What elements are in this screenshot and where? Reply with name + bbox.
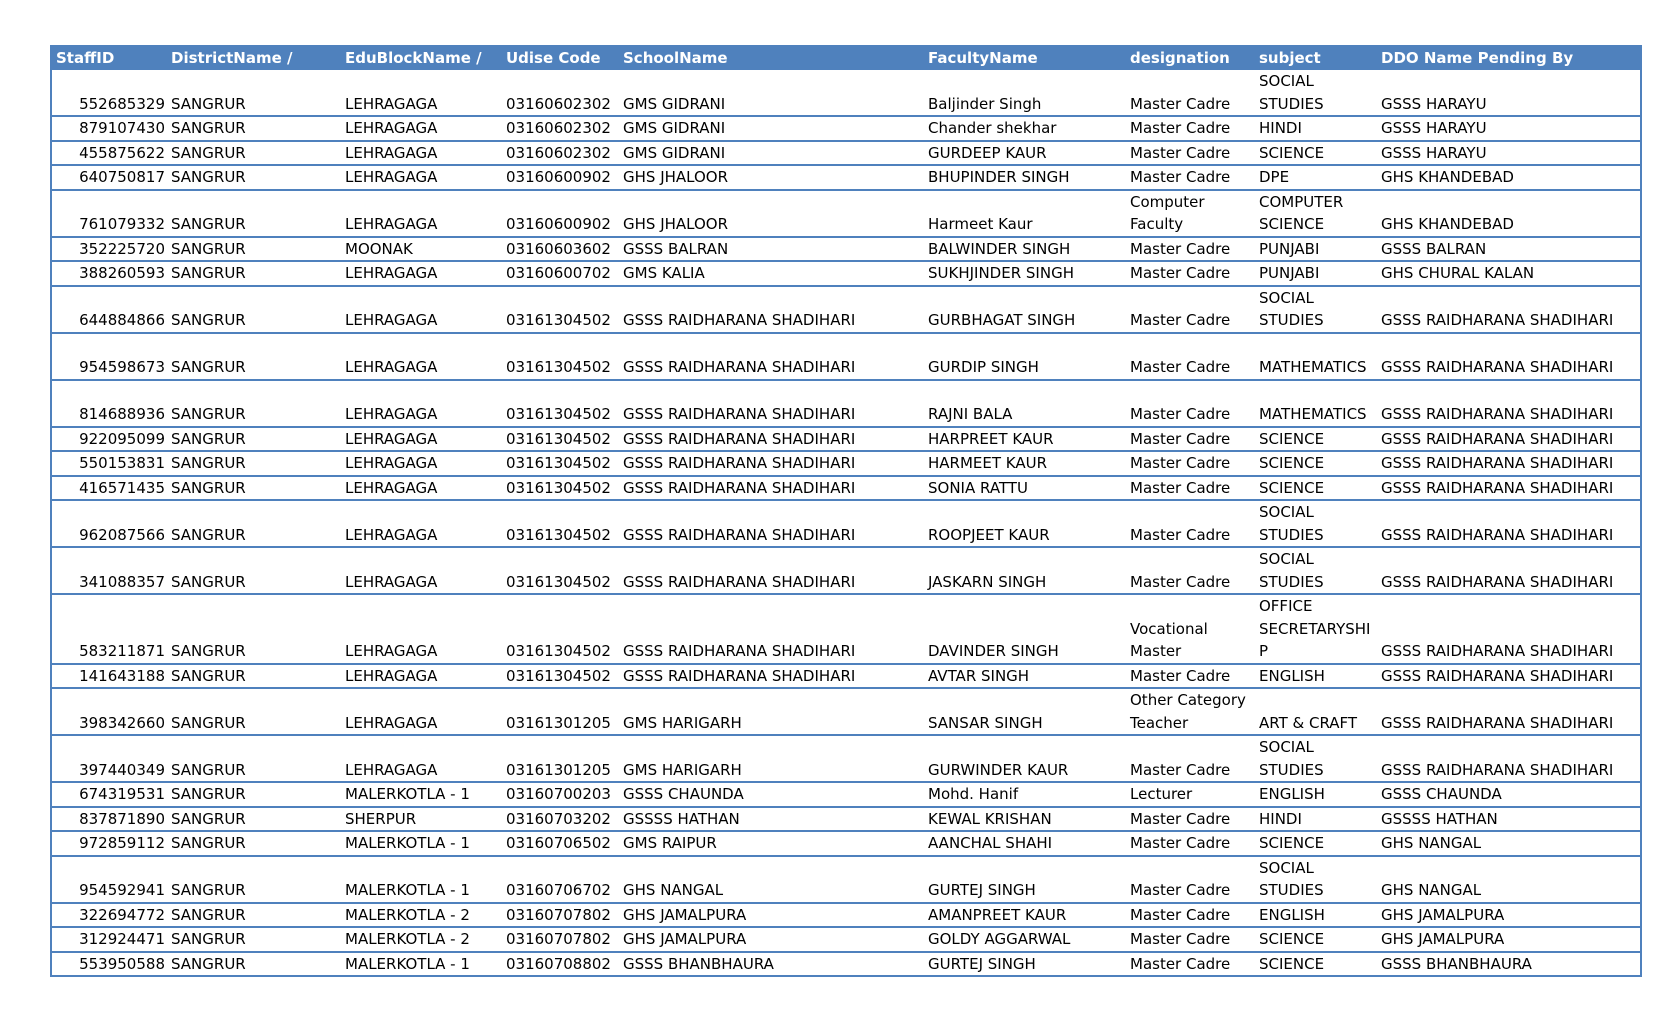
table-row[interactable] (52, 735, 1640, 782)
cell-school-name[interactable]: GMS GIDRANI (623, 143, 726, 162)
cell-school-name[interactable]: GMS KALIA (623, 264, 705, 282)
cell-staff-id[interactable]: 814688936 (79, 405, 165, 423)
cell-subject[interactable]: SCIENCE (1259, 454, 1325, 472)
table-row[interactable] (52, 190, 1640, 237)
cell-designation[interactable]: Master Cadre (1130, 429, 1231, 448)
cell-school-name[interactable]: GSSS RAIDHARANA SHADIHARI (623, 642, 856, 660)
table-row[interactable] (52, 831, 1640, 856)
table-row[interactable] (52, 594, 1640, 664)
cell-edu-block[interactable]: LEHRAGAGA (345, 358, 438, 376)
table-row[interactable] (52, 70, 1640, 116)
cell-designation[interactable]: Master Cadre (1130, 881, 1231, 899)
cell-district[interactable]: SANGRUR (171, 930, 246, 948)
cell-ddo-name[interactable]: GSSS RAIDHARANA SHADIHARI (1381, 454, 1614, 472)
table-row[interactable] (52, 333, 1640, 380)
cell-edu-block[interactable]: LEHRAGAGA (345, 94, 438, 113)
cell-district[interactable]: SANGRUR (171, 168, 246, 186)
table-row[interactable] (52, 237, 1640, 262)
table-header (52, 45, 1640, 70)
cell-designation[interactable]: Master Cadre (1130, 143, 1231, 162)
cell-udise-code[interactable]: 03160706502 (506, 834, 611, 852)
cell-udise-code[interactable]: 03160600902 (506, 215, 611, 233)
cell-edu-block[interactable]: LEHRAGAGA (345, 760, 438, 779)
cell-subject[interactable]: SCIENCE (1259, 429, 1325, 448)
cell-edu-block[interactable]: LEHRAGAGA (345, 713, 438, 732)
cell-staff-id[interactable]: 352225720 (79, 239, 165, 258)
cell-subject[interactable]: SOCIAL STUDIES (1259, 550, 1324, 591)
cell-faculty-name[interactable]: Harmeet Kaur (928, 215, 1033, 233)
cell-designation[interactable]: Master Cadre (1130, 572, 1231, 591)
cell-subject[interactable]: SOCIAL STUDIES (1259, 72, 1324, 113)
cell-district[interactable]: SANGRUR (171, 358, 246, 376)
cell-faculty-name[interactable]: BHUPINDER SINGH (928, 168, 1070, 186)
cell-designation[interactable]: Master Cadre (1130, 478, 1231, 497)
cell-subject[interactable]: COMPUTER SCIENCE (1259, 192, 1344, 233)
cell-designation[interactable]: Master Cadre (1130, 905, 1231, 924)
cell-designation[interactable]: Other Category Teacher (1130, 691, 1246, 732)
cell-ddo-name[interactable]: GSSS HARAYU (1381, 119, 1487, 137)
cell-udise-code[interactable]: 03161304502 (506, 311, 611, 329)
cell-subject[interactable]: PUNJABI (1259, 264, 1320, 282)
cell-district[interactable]: SANGRUR (171, 525, 246, 544)
cell-school-name[interactable]: GSSS RAIDHARANA SHADIHARI (623, 666, 856, 685)
table-row[interactable] (52, 927, 1640, 952)
cell-edu-block[interactable]: LEHRAGAGA (345, 143, 438, 162)
cell-district[interactable]: SANGRUR (171, 119, 246, 137)
cell-faculty-name[interactable]: KEWAL KRISHAN (928, 809, 1052, 828)
cell-designation[interactable]: Master Cadre (1130, 666, 1231, 685)
cell-faculty-name[interactable]: RAJNI BALA (928, 405, 1013, 423)
cell-staff-id[interactable]: 322694772 (79, 905, 165, 924)
table-row[interactable] (52, 903, 1640, 928)
cell-designation[interactable]: Master Cadre (1130, 168, 1231, 186)
cell-faculty-name[interactable]: AVTAR SINGH (928, 666, 1030, 685)
cell-ddo-name[interactable]: GSSS BALRAN (1381, 239, 1487, 258)
header-district-name[interactable]: DistrictName / (167, 45, 341, 70)
cell-subject[interactable]: HINDI (1259, 809, 1302, 828)
cell-subject[interactable]: SOCIAL STUDIES (1259, 503, 1324, 544)
cell-udise-code[interactable]: 03161301205 (506, 760, 611, 779)
cell-udise-code[interactable]: 03160707802 (506, 930, 611, 948)
cell-edu-block[interactable]: LEHRAGAGA (345, 454, 438, 472)
header-udise-code[interactable]: Udise Code (502, 45, 619, 70)
cell-subject[interactable]: SCIENCE (1259, 954, 1325, 973)
table-row[interactable] (52, 807, 1640, 832)
cell-designation[interactable]: Master Cadre (1130, 454, 1231, 472)
cell-designation[interactable]: Master Cadre (1130, 94, 1231, 113)
cell-staff-id[interactable]: 141643188 (79, 666, 165, 685)
cell-designation[interactable]: Master Cadre (1130, 119, 1231, 137)
cell-staff-id[interactable]: 553950588 (79, 954, 165, 973)
cell-school-name[interactable]: GHS NANGAL (623, 881, 724, 899)
cell-edu-block[interactable]: LEHRAGAGA (345, 311, 438, 329)
cell-udise-code[interactable]: 03161304502 (506, 358, 611, 376)
cell-edu-block[interactable]: MALERKOTLA - 2 (345, 930, 470, 948)
table-row[interactable] (52, 952, 1640, 976)
cell-staff-id[interactable]: 398342660 (79, 713, 165, 732)
cell-staff-id[interactable]: 972859112 (79, 834, 165, 852)
cell-designation[interactable]: Master Cadre (1130, 239, 1231, 258)
cell-staff-id[interactable]: 922095099 (79, 429, 165, 448)
cell-district[interactable]: SANGRUR (171, 478, 246, 497)
cell-designation[interactable]: Master Cadre (1130, 954, 1231, 973)
cell-designation[interactable]: Lecturer (1130, 785, 1193, 803)
cell-school-name[interactable]: GMS RAIPUR (623, 834, 717, 852)
cell-designation[interactable]: Master Cadre (1130, 525, 1231, 544)
cell-staff-id[interactable]: 397440349 (79, 760, 165, 779)
cell-udise-code[interactable]: 03161301205 (506, 713, 611, 732)
table-row[interactable] (52, 380, 1640, 427)
cell-staff-id[interactable]: 341088357 (79, 572, 165, 591)
cell-district[interactable]: SANGRUR (171, 215, 246, 233)
cell-udise-code[interactable]: 03160700203 (506, 785, 611, 803)
cell-district[interactable]: SANGRUR (171, 954, 246, 973)
cell-udise-code[interactable]: 03160706702 (506, 881, 611, 899)
cell-edu-block[interactable]: LEHRAGAGA (345, 119, 438, 137)
cell-staff-id[interactable]: 416571435 (79, 478, 165, 497)
cell-designation[interactable]: Master Cadre (1130, 358, 1231, 376)
cell-faculty-name[interactable]: AANCHAL SHAHI (928, 834, 1053, 852)
cell-staff-id[interactable]: 837871890 (79, 809, 165, 828)
cell-udise-code[interactable]: 03161304502 (506, 666, 611, 685)
cell-ddo-name[interactable]: GHS JAMALPURA (1381, 905, 1505, 924)
cell-school-name[interactable]: GSSS RAIDHARANA SHADIHARI (623, 429, 856, 448)
cell-faculty-name[interactable]: GURWINDER KAUR (928, 760, 1069, 779)
cell-staff-id[interactable]: 640750817 (79, 168, 165, 186)
cell-edu-block[interactable]: LEHRAGAGA (345, 168, 438, 186)
cell-staff-id[interactable]: 761079332 (79, 215, 165, 233)
cell-edu-block[interactable]: MOONAK (345, 239, 413, 258)
cell-school-name[interactable]: GHS JAMALPURA (623, 905, 747, 924)
cell-faculty-name[interactable]: Chander shekhar (928, 119, 1057, 137)
cell-ddo-name[interactable]: GHS JAMALPURA (1381, 930, 1505, 948)
cell-staff-id[interactable]: 455875622 (79, 143, 165, 162)
cell-district[interactable]: SANGRUR (171, 713, 246, 732)
table-row[interactable] (52, 500, 1640, 547)
cell-designation[interactable]: Computer Faculty (1130, 192, 1205, 233)
cell-faculty-name[interactable]: Baljinder Singh (928, 94, 1042, 113)
table-row[interactable] (52, 688, 1640, 735)
cell-udise-code[interactable]: 03160602302 (506, 94, 611, 113)
cell-faculty-name[interactable]: SUKHJINDER SINGH (928, 264, 1074, 282)
cell-subject[interactable]: SCIENCE (1259, 478, 1325, 497)
cell-subject[interactable]: PUNJABI (1259, 239, 1320, 258)
cell-ddo-name[interactable]: GHS NANGAL (1381, 834, 1482, 852)
cell-udise-code[interactable]: 03161304502 (506, 454, 611, 472)
cell-ddo-name[interactable]: GSSS RAIDHARANA SHADIHARI (1381, 311, 1614, 329)
cell-subject[interactable]: ENGLISH (1259, 785, 1325, 803)
cell-faculty-name[interactable]: GURDEEP KAUR (928, 143, 1047, 162)
cell-subject[interactable]: SOCIAL STUDIES (1259, 858, 1324, 899)
header-subject[interactable]: subject (1255, 45, 1377, 70)
header-edu-block-name[interactable]: EduBlockName / (341, 45, 502, 70)
cell-edu-block[interactable]: SHERPUR (345, 809, 417, 828)
cell-school-name[interactable]: GSSS BHANBHAURA (623, 954, 774, 973)
cell-faculty-name[interactable]: HARPREET KAUR (928, 429, 1054, 448)
cell-edu-block[interactable]: LEHRAGAGA (345, 264, 438, 282)
cell-udise-code[interactable]: 03161304502 (506, 525, 611, 544)
cell-subject[interactable]: SOCIAL STUDIES (1259, 738, 1324, 779)
cell-ddo-name[interactable]: GSSS RAIDHARANA SHADIHARI (1381, 358, 1614, 376)
cell-staff-id[interactable]: 954598673 (79, 358, 165, 376)
cell-ddo-name[interactable]: GSSS RAIDHARANA SHADIHARI (1381, 525, 1614, 544)
cell-faculty-name[interactable]: HARMEET KAUR (928, 454, 1048, 472)
table-row[interactable] (52, 261, 1640, 286)
cell-edu-block[interactable]: MALERKOTLA - 2 (345, 905, 470, 924)
header-ddo-name[interactable]: DDO Name Pending By (1377, 45, 1640, 70)
cell-edu-block[interactable]: LEHRAGAGA (345, 525, 438, 544)
table-row[interactable] (52, 856, 1640, 903)
cell-school-name[interactable]: GMS HARIGARH (623, 760, 742, 779)
cell-ddo-name[interactable]: GSSSS HATHAN (1381, 809, 1498, 828)
cell-school-name[interactable]: GMS GIDRANI (623, 94, 726, 113)
cell-ddo-name[interactable]: GSSS RAIDHARANA SHADIHARI (1381, 760, 1614, 779)
cell-subject[interactable]: SCIENCE (1259, 834, 1325, 852)
staff-table-container (50, 45, 1642, 977)
header-row (52, 45, 1640, 70)
header-staff-id[interactable]: StaffID (52, 45, 167, 70)
cell-faculty-name[interactable]: GOLDY AGGARWAL (928, 930, 1071, 948)
cell-school-name[interactable]: GSSS RAIDHARANA SHADIHARI (623, 405, 856, 423)
cell-subject[interactable]: SCIENCE (1259, 930, 1325, 948)
table-row[interactable] (52, 664, 1640, 689)
cell-faculty-name[interactable]: Mohd. Hanif (928, 785, 1019, 803)
header-faculty-name[interactable]: FacultyName (924, 45, 1126, 70)
cell-edu-block[interactable]: LEHRAGAGA (345, 429, 438, 448)
cell-faculty-name[interactable]: GURBHAGAT SINGH (928, 311, 1076, 329)
cell-subject[interactable]: ART & CRAFT (1259, 713, 1358, 732)
cell-district[interactable]: SANGRUR (171, 666, 246, 685)
cell-district[interactable]: SANGRUR (171, 785, 246, 803)
cell-edu-block[interactable]: MALERKOTLA - 1 (345, 834, 470, 852)
cell-subject[interactable]: ENGLISH (1259, 666, 1325, 685)
cell-subject[interactable]: DPE (1259, 168, 1290, 186)
cell-ddo-name[interactable]: GSSS RAIDHARANA SHADIHARI (1381, 713, 1614, 732)
cell-subject[interactable]: OFFICE SECRETARYSHI P (1259, 597, 1371, 660)
cell-faculty-name[interactable]: SANSAR SINGH (928, 713, 1043, 732)
cell-school-name[interactable]: GSSS RAIDHARANA SHADIHARI (623, 358, 856, 376)
cell-edu-block[interactable]: MALERKOTLA - 1 (345, 881, 470, 899)
cell-staff-id[interactable]: 312924471 (79, 930, 165, 948)
cell-district[interactable]: SANGRUR (171, 572, 246, 591)
cell-faculty-name[interactable]: GURTEJ SINGH (928, 954, 1036, 973)
cell-district[interactable]: SANGRUR (171, 311, 246, 329)
table-row[interactable] (52, 116, 1640, 141)
cell-designation[interactable]: Master Cadre (1130, 809, 1231, 828)
cell-edu-block[interactable]: LEHRAGAGA (345, 478, 438, 497)
cell-udise-code[interactable]: 03160600702 (506, 264, 611, 282)
cell-ddo-name[interactable]: GSSS CHAUNDA (1381, 785, 1502, 803)
cell-subject[interactable]: SOCIAL STUDIES (1259, 288, 1324, 329)
cell-ddo-name[interactable]: GHS CHURAL KALAN (1381, 264, 1535, 282)
header-school-name[interactable]: SchoolName (619, 45, 924, 70)
cell-school-name[interactable]: GHS JHALOOR (623, 168, 729, 186)
cell-faculty-name[interactable]: DAVINDER SINGH (928, 642, 1059, 660)
table-row[interactable] (52, 782, 1640, 807)
cell-district[interactable]: SANGRUR (171, 454, 246, 472)
cell-ddo-name[interactable]: GSSS RAIDHARANA SHADIHARI (1381, 666, 1614, 685)
cell-district[interactable]: SANGRUR (171, 881, 246, 899)
cell-ddo-name[interactable]: GSSS RAIDHARANA SHADIHARI (1381, 572, 1614, 591)
cell-ddo-name[interactable]: GHS KHANDEBAD (1381, 215, 1514, 233)
cell-school-name[interactable]: GSSS RAIDHARANA SHADIHARI (623, 572, 856, 591)
cell-designation[interactable]: Master Cadre (1130, 264, 1231, 282)
cell-faculty-name[interactable]: SONIA RATTU (928, 478, 1028, 497)
cell-designation[interactable]: Master Cadre (1130, 760, 1231, 779)
cell-school-name[interactable]: GSSSS HATHAN (623, 809, 740, 828)
cell-edu-block[interactable]: MALERKOTLA - 1 (345, 785, 470, 803)
cell-district[interactable]: SANGRUR (171, 642, 246, 660)
table-body (52, 70, 1640, 975)
cell-staff-id[interactable]: 550153831 (79, 454, 165, 472)
table-row[interactable] (52, 451, 1640, 476)
cell-school-name[interactable]: GSSS RAIDHARANA SHADIHARI (623, 525, 856, 544)
cell-staff-id[interactable]: 954592941 (79, 881, 165, 899)
cell-school-name[interactable]: GMS GIDRANI (623, 119, 726, 137)
cell-ddo-name[interactable]: GSSS RAIDHARANA SHADIHARI (1381, 478, 1614, 497)
cell-staff-id[interactable]: 388260593 (79, 264, 165, 282)
cell-udise-code[interactable]: 03161304502 (506, 572, 611, 591)
cell-ddo-name[interactable]: GSSS RAIDHARANA SHADIHARI (1381, 429, 1614, 448)
cell-district[interactable]: SANGRUR (171, 264, 246, 282)
cell-district[interactable]: SANGRUR (171, 834, 246, 852)
cell-district[interactable]: SANGRUR (171, 429, 246, 448)
cell-staff-id[interactable]: 962087566 (79, 525, 165, 544)
cell-district[interactable]: SANGRUR (171, 405, 246, 423)
cell-udise-code[interactable]: 03161304502 (506, 478, 611, 497)
cell-udise-code[interactable]: 03161304502 (506, 405, 611, 423)
cell-faculty-name[interactable]: GURTEJ SINGH (928, 881, 1036, 899)
cell-designation[interactable]: Master Cadre (1130, 930, 1231, 948)
table-row[interactable] (52, 427, 1640, 452)
cell-ddo-name[interactable]: GHS NANGAL (1381, 881, 1482, 899)
cell-ddo-name[interactable]: GSSS RAIDHARANA SHADIHARI (1381, 405, 1614, 423)
cell-edu-block[interactable]: MALERKOTLA - 1 (345, 954, 470, 973)
cell-udise-code[interactable]: 03160703202 (506, 809, 611, 828)
cell-edu-block[interactable]: LEHRAGAGA (345, 666, 438, 685)
cell-school-name[interactable]: GSSS CHAUNDA (623, 785, 744, 803)
cell-subject[interactable]: ENGLISH (1259, 905, 1325, 924)
cell-udise-code[interactable]: 03160707802 (506, 905, 611, 924)
cell-staff-id[interactable]: 879107430 (79, 119, 165, 137)
cell-staff-id[interactable]: 674319531 (79, 785, 165, 803)
cell-udise-code[interactable]: 03160708802 (506, 954, 611, 973)
cell-subject[interactable]: MATHEMATICS (1259, 358, 1367, 376)
cell-district[interactable]: SANGRUR (171, 809, 246, 828)
cell-designation[interactable]: Master Cadre (1130, 405, 1231, 423)
cell-ddo-name[interactable]: GHS KHANDEBAD (1381, 168, 1514, 186)
table-row[interactable] (52, 165, 1640, 190)
cell-edu-block[interactable]: LEHRAGAGA (345, 642, 438, 660)
cell-ddo-name[interactable]: GSSS HARAYU (1381, 143, 1487, 162)
cell-district[interactable]: SANGRUR (171, 905, 246, 924)
cell-school-name[interactable]: GSSS RAIDHARANA SHADIHARI (623, 454, 856, 472)
cell-udise-code[interactable]: 03160602302 (506, 143, 611, 162)
cell-faculty-name[interactable]: BALWINDER SINGH (928, 239, 1071, 258)
table-row[interactable] (52, 547, 1640, 594)
cell-district[interactable]: SANGRUR (171, 94, 246, 113)
cell-udise-code[interactable]: 03160602302 (506, 119, 611, 137)
cell-school-name[interactable]: GMS HARIGARH (623, 713, 742, 732)
cell-faculty-name[interactable]: JASKARN SINGH (928, 572, 1047, 591)
cell-ddo-name[interactable]: GSSS BHANBHAURA (1381, 954, 1532, 973)
header-designation[interactable]: designation (1126, 45, 1255, 70)
cell-district[interactable]: SANGRUR (171, 143, 246, 162)
staff-table (52, 45, 1640, 975)
cell-staff-id[interactable]: 583211871 (79, 642, 165, 660)
cell-ddo-name[interactable]: GSSS HARAYU (1381, 94, 1487, 113)
cell-designation[interactable]: Master Cadre (1130, 311, 1231, 329)
cell-faculty-name[interactable]: GURDIP SINGH (928, 358, 1039, 376)
cell-school-name[interactable]: GHS JAMALPURA (623, 930, 747, 948)
cell-udise-code[interactable]: 03161304502 (506, 429, 611, 448)
cell-staff-id[interactable]: 552685329 (79, 94, 165, 113)
table-row[interactable] (52, 476, 1640, 501)
cell-designation[interactable]: Master Cadre (1130, 834, 1231, 852)
cell-udise-code[interactable]: 03160600902 (506, 168, 611, 186)
cell-edu-block[interactable]: LEHRAGAGA (345, 405, 438, 423)
cell-ddo-name[interactable]: GSSS RAIDHARANA SHADIHARI (1381, 642, 1614, 660)
cell-faculty-name[interactable]: AMANPREET KAUR (928, 905, 1067, 924)
cell-subject[interactable]: SCIENCE (1259, 143, 1325, 162)
cell-edu-block[interactable]: LEHRAGAGA (345, 572, 438, 591)
cell-staff-id[interactable]: 644884866 (79, 311, 165, 329)
cell-subject[interactable]: HINDI (1259, 119, 1302, 137)
cell-school-name[interactable]: GHS JHALOOR (623, 215, 729, 233)
cell-udise-code[interactable]: 03160603602 (506, 239, 611, 258)
table-row[interactable] (52, 141, 1640, 166)
cell-district[interactable]: SANGRUR (171, 239, 246, 258)
table-row[interactable] (52, 286, 1640, 333)
cell-school-name[interactable]: GSSS RAIDHARANA SHADIHARI (623, 311, 856, 329)
cell-school-name[interactable]: GSSS RAIDHARANA SHADIHARI (623, 478, 856, 497)
cell-edu-block[interactable]: LEHRAGAGA (345, 215, 438, 233)
cell-district[interactable]: SANGRUR (171, 760, 246, 779)
cell-designation[interactable]: Vocational Master (1130, 619, 1208, 660)
cell-subject[interactable]: MATHEMATICS (1259, 405, 1367, 423)
cell-school-name[interactable]: GSSS BALRAN (623, 239, 729, 258)
cell-faculty-name[interactable]: ROOPJEET KAUR (928, 525, 1050, 544)
cell-udise-code[interactable]: 03161304502 (506, 642, 611, 660)
